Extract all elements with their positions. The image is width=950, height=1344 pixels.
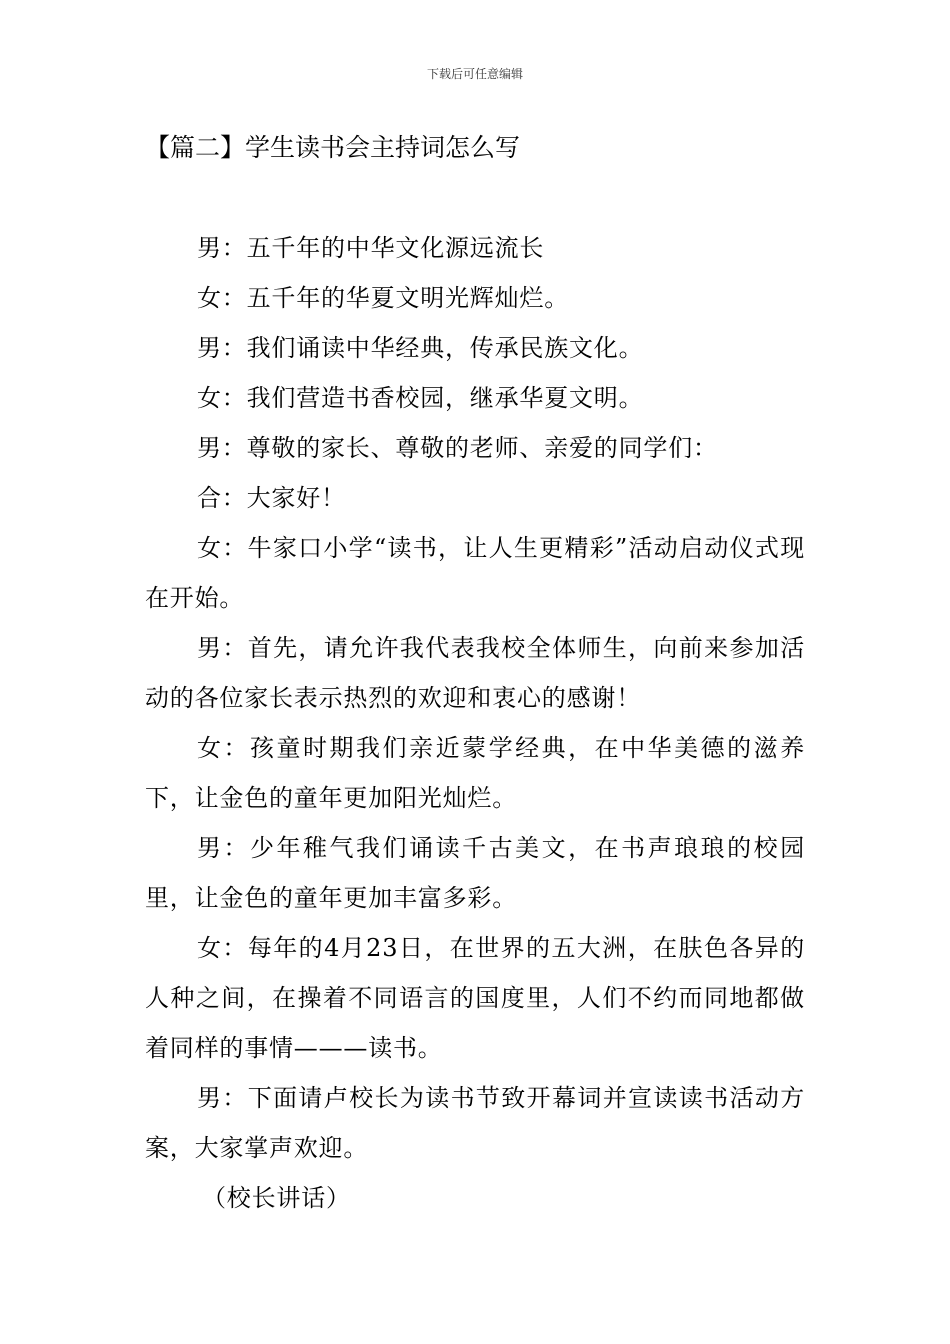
paragraph: 女：牛家口小学“读书，让人生更精彩”活动启动仪式现在开始。 (145, 534, 805, 612)
paragraph: 男：下面请卢校长为读书节致开幕词并宣读读书活动方案，大家掌声欢迎。 (145, 1084, 805, 1162)
paragraph: 男：少年稚气我们诵读千古美文，在书声琅琅的校园里，让金色的童年更加丰富多彩。 (145, 834, 805, 912)
header-note: 下载后可任意编辑 (426, 67, 523, 81)
paragraph: 男：五千年的中华文化源远流长 (197, 234, 545, 262)
paragraph: 女：每年的4月23日，在世界的五大洲，在肤色各异的人种之间，在操着不同语言的国度里，人们不约而同地都做着同样的事情———读书。 (145, 934, 805, 1062)
document-title: 【篇二】学生读书会主持词怎么写 (145, 133, 521, 162)
paragraph: 男：我们诵读中华经典，传承民族文化。 (197, 334, 644, 362)
document-body (145, 223, 805, 1223)
stage-direction: （校长讲话） (202, 1184, 351, 1212)
paragraph: 男：尊敬的家长、尊敬的老师、亲爱的同学们： (197, 434, 718, 462)
paragraph: 女：孩童时期我们亲近蒙学经典，在中华美德的滋养下，让金色的童年更加阳光灿烂。 (145, 734, 805, 812)
paragraph: 女：我们营造书香校园，继承华夏文明。 (197, 384, 644, 412)
paragraph: 男：首先，请允许我代表我校全体师生，向前来参加活动的各位家长表示热烈的欢迎和衷心的感谢！ (145, 634, 805, 712)
paragraph: 合：大家好！ (197, 484, 346, 512)
paragraph: 女：五千年的华夏文明光辉灿烂。 (197, 284, 569, 312)
